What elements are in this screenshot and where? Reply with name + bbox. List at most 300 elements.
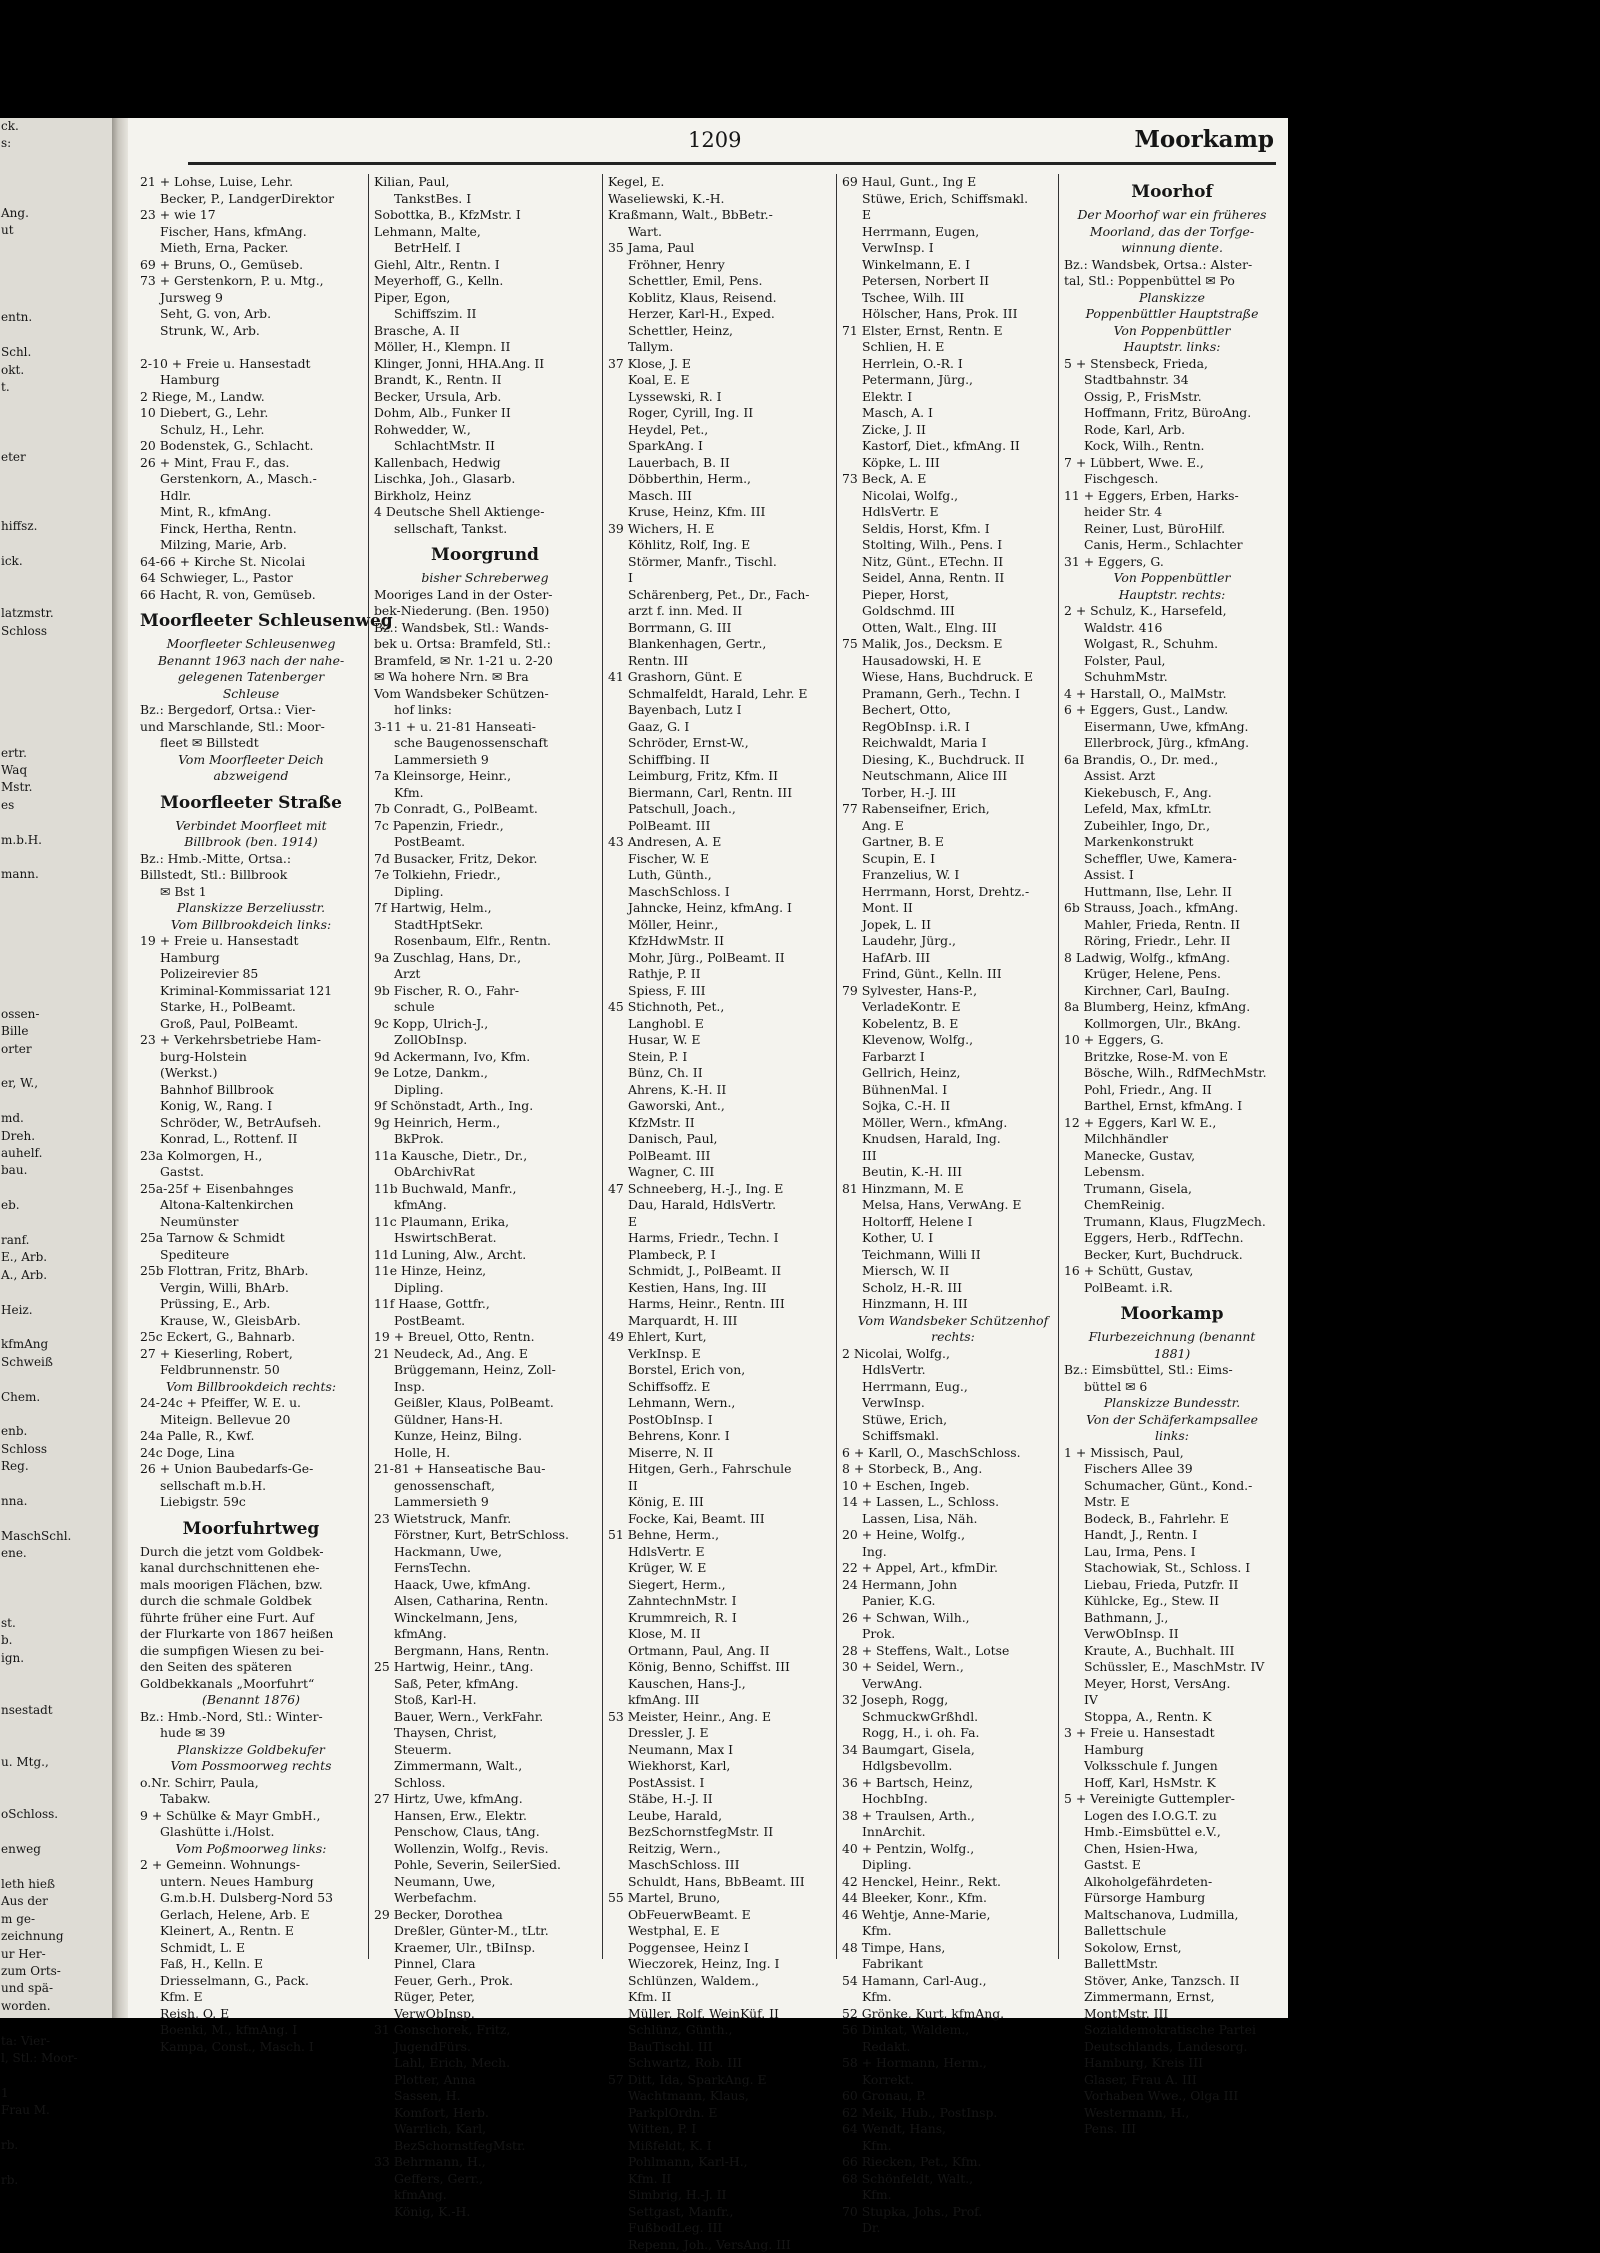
directory-entry: 3-11 + u. 21-81 Hanseati- bbox=[374, 719, 596, 736]
facing-page-text bbox=[0, 1180, 112, 1197]
directory-entry: 73 Beck, A. E bbox=[842, 471, 1064, 488]
street-note: Von Poppenbüttler bbox=[1064, 570, 1280, 587]
resident-entry: Jursweg 9 bbox=[140, 290, 362, 307]
directory-entry: 53 Meister, Heinr., Ang. E bbox=[608, 1709, 830, 1726]
directory-entry: 26 + Mint, Frau F., das. bbox=[140, 455, 362, 472]
facing-page-text: zeichnung bbox=[0, 1928, 112, 1945]
resident-entry: Kestien, Hans, Ing. III bbox=[608, 1280, 830, 1297]
resident-entry: Leube, Harald, bbox=[608, 1808, 830, 1825]
resident-entry: Bayenbach, Lutz I bbox=[608, 702, 830, 719]
resident-entry: Wieczorek, Heinz, Ing. I bbox=[608, 1956, 830, 1973]
resident-entry: Jopek, L. II bbox=[842, 917, 1064, 934]
resident-entry: Polizeirevier 85 bbox=[140, 966, 362, 983]
directory-entry: 23 Wietstruck, Manfr. bbox=[374, 1511, 596, 1528]
resident-entry: Bergmann, Hans, Rentn. bbox=[374, 1643, 596, 1660]
directory-entry: 30 + Seidel, Wern., bbox=[842, 1659, 1064, 1676]
resident-entry: Kfm. E bbox=[140, 1989, 362, 2006]
facing-page-text: ur Her- bbox=[0, 1946, 112, 1963]
resident-entry: Spediteure bbox=[140, 1247, 362, 1264]
resident-entry: Hölscher, Hans, Prok. III bbox=[842, 306, 1064, 323]
resident-entry: Patschull, Joach., bbox=[608, 801, 830, 818]
resident-entry: Becker, Kurt, Buchdruck. bbox=[1064, 1247, 1280, 1264]
facing-page-text bbox=[0, 1737, 112, 1754]
directory-entry: Kegel, E. bbox=[608, 174, 830, 191]
resident-entry: Glashütte i./Holst. bbox=[140, 1824, 362, 1841]
resident-entry: Hinzmann, H. III bbox=[842, 1296, 1064, 1313]
directory-entry: 5 + Stensbeck, Frieda, bbox=[1064, 356, 1280, 373]
resident-entry: Döbberthin, Herm., bbox=[608, 471, 830, 488]
facing-page-text: Schloss bbox=[0, 1441, 112, 1458]
directory-entry: 81 Hinzmann, M. E bbox=[842, 1181, 1064, 1198]
resident-entry: Rathje, P. II bbox=[608, 966, 830, 983]
directory-entry: 77 Rabenseifner, Erich, bbox=[842, 801, 1064, 818]
resident-entry: Güldner, Hans-H. bbox=[374, 1412, 596, 1429]
resident-entry: Schiffszim. II bbox=[374, 306, 596, 323]
resident-entry: Herzer, Karl-H., Exped. bbox=[608, 306, 830, 323]
resident-entry: Ellerbrock, Jürg., kfmAng. bbox=[1064, 735, 1280, 752]
resident-entry: Huttmann, Ilse, Lehr. II bbox=[1064, 884, 1280, 901]
resident-entry: Milzing, Marie, Arb. bbox=[140, 537, 362, 554]
resident-entry: Arzt bbox=[374, 966, 596, 983]
resident-entry: HswirtschBerat. bbox=[374, 1230, 596, 1247]
resident-entry: sellschaft, Tankst. bbox=[374, 521, 596, 538]
facing-page-text: entn. bbox=[0, 309, 112, 326]
resident-entry: Mint, R., kfmAng. bbox=[140, 504, 362, 521]
resident-entry: Lammersieth 9 bbox=[374, 752, 596, 769]
resident-entry: Pohle, Severin, SeilerSied. bbox=[374, 1857, 596, 1874]
street-heading: Moorfleeter Straße bbox=[140, 791, 362, 815]
resident-entry: Pieper, Horst, bbox=[842, 587, 1064, 604]
directory-entry: 4 + Harstall, O., MalMstr. bbox=[1064, 686, 1280, 703]
facing-page-text bbox=[0, 1093, 112, 1110]
resident-entry: SchmuckwGrßhdl. bbox=[842, 1709, 1064, 1726]
directory-entry: 68 Schönfeldt, Walt., bbox=[842, 2171, 1064, 2188]
facing-page-text: eb. bbox=[0, 1197, 112, 1214]
resident-entry: II bbox=[608, 1478, 830, 1495]
resident-entry: Dr. bbox=[842, 2220, 1064, 2237]
resident-entry: Deutschlands, Landesorg. bbox=[1064, 2039, 1280, 2056]
column-divider bbox=[1058, 174, 1059, 1959]
directory-entry bbox=[140, 339, 362, 356]
resident-entry: Holle, H. bbox=[374, 1445, 596, 1462]
directory-entry: 2 + Schulz, K., Harsefeld, bbox=[1064, 603, 1280, 620]
resident-entry: Dipling. bbox=[842, 1857, 1064, 1874]
facing-page-text: l, Stl.: Moor- bbox=[0, 2050, 112, 2067]
directory-entry: 9b Fischer, R. O., Fahr- bbox=[374, 983, 596, 1000]
directory-entry: 48 Timpe, Hans, bbox=[842, 1940, 1064, 1957]
resident-entry: Nicolai, Wolfg., bbox=[842, 488, 1064, 505]
directory-entry: 40 + Pentzin, Wolfg., bbox=[842, 1841, 1064, 1858]
resident-entry: Kunze, Heinz, Bilng. bbox=[374, 1428, 596, 1445]
resident-entry: Lammersieth 9 bbox=[374, 1494, 596, 1511]
resident-entry: Kock, Wilh., Rentn. bbox=[1064, 438, 1280, 455]
resident-entry: Gaworski, Ant., bbox=[608, 1098, 830, 1115]
street-heading: Moorfleeter Schleusenweg bbox=[140, 609, 362, 633]
resident-entry: Fabrikant bbox=[842, 1956, 1064, 1973]
resident-entry: Wart. bbox=[608, 224, 830, 241]
resident-entry: Milchhändler bbox=[1064, 1131, 1280, 1148]
resident-entry: Gerlach, Helene, Arb. E bbox=[140, 1907, 362, 1924]
street-note: Hauptstr. rechts: bbox=[1064, 587, 1280, 604]
resident-entry: Konig, W., Rang. I bbox=[140, 1098, 362, 1115]
directory-entry: 62 Meik, Hub., PostInsp. bbox=[842, 2105, 1064, 2122]
facing-page-text bbox=[0, 901, 112, 918]
directory-entry: 79 Sylvester, Hans-P., bbox=[842, 983, 1064, 1000]
directory-entry: 70 Stupka, Johs., Prof. bbox=[842, 2204, 1064, 2221]
resident-entry: Pinnel, Clara bbox=[374, 1956, 596, 1973]
resident-entry: Köhlitz, Rolf, Ing. E bbox=[608, 537, 830, 554]
directory-entry: Bz.: Wandsbek, Stl.: Wands- bbox=[374, 620, 596, 637]
resident-entry: König, E. III bbox=[608, 1494, 830, 1511]
facing-page-text: st. bbox=[0, 1615, 112, 1632]
resident-entry: Beutin, K.-H. III bbox=[842, 1164, 1064, 1181]
directory-entry: 6b Strauss, Joach., kfmAng. bbox=[1064, 900, 1280, 917]
directory-entry: 60 Gronau, P. bbox=[842, 2088, 1064, 2105]
resident-entry: genossenschaft, bbox=[374, 1478, 596, 1495]
running-head: Moorkamp bbox=[1134, 126, 1274, 153]
resident-entry: Assist. I bbox=[1064, 867, 1280, 884]
resident-entry: Zimmermann, Walt., bbox=[374, 1758, 596, 1775]
resident-entry: Prüssing, E., Arb. bbox=[140, 1296, 362, 1313]
directory-entry: 11 + Eggers, Erben, Harks- bbox=[1064, 488, 1280, 505]
resident-entry: Eisermann, Uwe, kfmAng. bbox=[1064, 719, 1280, 736]
resident-entry: Alsen, Catharina, Rentn. bbox=[374, 1593, 596, 1610]
resident-entry: kfmAng. III bbox=[608, 1692, 830, 1709]
facing-page-text: Schl. bbox=[0, 344, 112, 361]
directory-entry: die sumpfigen Wiesen zu bei- bbox=[140, 1643, 362, 1660]
resident-entry: Zicke, J. II bbox=[842, 422, 1064, 439]
resident-entry: Poggensee, Heinz I bbox=[608, 1940, 830, 1957]
facing-page-text: er, W., bbox=[0, 1075, 112, 1092]
resident-entry: FernsTechn. bbox=[374, 1560, 596, 1577]
resident-entry: Pens. III bbox=[1064, 2121, 1280, 2138]
facing-page-text: Chem. bbox=[0, 1389, 112, 1406]
resident-entry: MaschSchloss. III bbox=[608, 1857, 830, 1874]
facing-page-text bbox=[0, 414, 112, 431]
resident-entry: RegObInsp. i.R. I bbox=[842, 719, 1064, 736]
directory-entry: 6 + Karll, O., MaschSchloss. bbox=[842, 1445, 1064, 1462]
resident-entry: Geißler, Klaus, PolBeamt. bbox=[374, 1395, 596, 1412]
resident-entry: Luth, Günth., bbox=[608, 867, 830, 884]
resident-entry: Krüger, Helene, Pens. bbox=[1064, 966, 1280, 983]
resident-entry: VerwInsp. bbox=[842, 1395, 1064, 1412]
resident-entry: Kriminal-Kommissariat 121 bbox=[140, 983, 362, 1000]
directory-entry: 8 Ladwig, Wolfg., kfmAng. bbox=[1064, 950, 1280, 967]
resident-entry: BallettMstr. bbox=[1064, 1956, 1280, 1973]
directory-entry: 52 Grönke, Kurt, kfmAng. bbox=[842, 2006, 1064, 2023]
resident-entry: Panier, K.G. bbox=[842, 1593, 1064, 1610]
resident-entry: Gerstenkorn, A., Masch.- bbox=[140, 471, 362, 488]
facing-page-text: rb. bbox=[0, 2137, 112, 2154]
resident-entry: Miserre, N. II bbox=[608, 1445, 830, 1462]
resident-entry: Frind, Günt., Kelln. III bbox=[842, 966, 1064, 983]
directory-entry: 66 Hacht, R. von, Gemüseb. bbox=[140, 587, 362, 604]
facing-page-text: es bbox=[0, 797, 112, 814]
resident-entry: Lau, Irma, Pens. I bbox=[1064, 1544, 1280, 1561]
resident-entry: Penschow, Claus, tAng. bbox=[374, 1824, 596, 1841]
directory-entry: Lischka, Joh., Glasarb. bbox=[374, 471, 596, 488]
directory-entry: 41 Grashorn, Günt. E bbox=[608, 669, 830, 686]
directory-entry: 26 + Union Baubedarfs-Ge- bbox=[140, 1461, 362, 1478]
directory-entry: 27 Hirtz, Uwe, kfmAng. bbox=[374, 1791, 596, 1808]
resident-entry: Herrmann, Eugen, bbox=[842, 224, 1064, 241]
resident-entry: TankstBes. I bbox=[374, 191, 596, 208]
facing-page-text bbox=[0, 275, 112, 292]
resident-entry: Seidel, Anna, Rentn. II bbox=[842, 570, 1064, 587]
resident-entry: Thaysen, Christ, bbox=[374, 1725, 596, 1742]
directory-entry: 25b Flottran, Fritz, BhArb. bbox=[140, 1263, 362, 1280]
resident-entry: Blankenhagen, Gertr., bbox=[608, 636, 830, 653]
resident-entry: KfzHdwMstr. II bbox=[608, 933, 830, 950]
facing-page-text bbox=[0, 1824, 112, 1841]
facing-page-text: orter bbox=[0, 1041, 112, 1058]
directory-entry: Mooriges Land in der Oster- bbox=[374, 587, 596, 604]
resident-entry: Geffers, Gerr., bbox=[374, 2171, 596, 2188]
facing-page-text: Dreh. bbox=[0, 1128, 112, 1145]
resident-entry: Jahncke, Heinz, kfmAng. I bbox=[608, 900, 830, 917]
resident-entry: PolBeamt. i.R. bbox=[1064, 1280, 1280, 1297]
facing-page-text: zum Orts- bbox=[0, 1963, 112, 1980]
resident-entry: Klevenow, Wolfg., bbox=[842, 1032, 1064, 1049]
directory-entry: führte früher eine Furt. Auf bbox=[140, 1610, 362, 1627]
facing-page-text: Frau M. bbox=[0, 2102, 112, 2119]
directory-entry: 11b Buchwald, Manfr., bbox=[374, 1181, 596, 1198]
facing-page-text: okt. bbox=[0, 362, 112, 379]
directory-entry: 11e Hinze, Heinz, bbox=[374, 1263, 596, 1280]
resident-entry: Dau, Harald, HdlsVertr. bbox=[608, 1197, 830, 1214]
resident-entry: Roger, Cyrill, Ing. II bbox=[608, 405, 830, 422]
column-5 bbox=[1064, 174, 1280, 1969]
resident-entry: Logen des I.O.G.T. zu bbox=[1064, 1808, 1280, 1825]
resident-entry: Franzelius, W. I bbox=[842, 867, 1064, 884]
resident-entry: Canis, Herm., Schlachter bbox=[1064, 537, 1280, 554]
resident-entry: Tallym. bbox=[608, 339, 830, 356]
resident-entry: PolBeamt. III bbox=[608, 818, 830, 835]
column-divider bbox=[368, 174, 369, 1959]
street-note: Moorfleeter Schleusenweg bbox=[140, 636, 362, 653]
directory-entry: 44 Bleeker, Konr., Kfm. bbox=[842, 1890, 1064, 1907]
resident-entry: III bbox=[842, 1148, 1064, 1165]
facing-page-text bbox=[0, 675, 112, 692]
resident-entry: Ahrens, K.-H. II bbox=[608, 1082, 830, 1099]
resident-entry: Bathmann, J., bbox=[1064, 1610, 1280, 1627]
facing-page-text bbox=[0, 1371, 112, 1388]
resident-entry: Stoppa, A., Rentn. K bbox=[1064, 1709, 1280, 1726]
directory-entry: 64 Wendt, Hans, bbox=[842, 2121, 1064, 2138]
resident-entry: Kfm. bbox=[842, 2187, 1064, 2204]
facing-page-text: ene. bbox=[0, 1545, 112, 1562]
resident-entry: Schloss. bbox=[374, 1775, 596, 1792]
resident-entry: Langhobl. E bbox=[608, 1016, 830, 1033]
column-divider bbox=[602, 174, 603, 1959]
directory-entry: 10 + Eggers, G. bbox=[1064, 1032, 1280, 1049]
directory-entry: Klinger, Jonni, HHA.Ang. II bbox=[374, 356, 596, 373]
resident-entry: Holtorff, Helene I bbox=[842, 1214, 1064, 1231]
facing-page-text bbox=[0, 536, 112, 553]
facing-page-text: nsestadt bbox=[0, 1702, 112, 1719]
resident-entry: Sassen, H. bbox=[374, 2088, 596, 2105]
directory-entry: 46 Wehtje, Anne-Marie, bbox=[842, 1907, 1064, 1924]
facing-page-text bbox=[0, 971, 112, 988]
resident-entry: Petersen, Norbert II bbox=[842, 273, 1064, 290]
resident-entry: VerwObInsp. II bbox=[1064, 1626, 1280, 1643]
directory-entry: Möller, H., Klempn. II bbox=[374, 339, 596, 356]
resident-entry: Schulz, H., Lehr. bbox=[140, 422, 362, 439]
resident-entry: Heydel, Pet., bbox=[608, 422, 830, 439]
resident-entry: Ballettschule bbox=[1064, 1923, 1280, 1940]
resident-entry: Focke, Kai, Beamt. III bbox=[608, 1511, 830, 1528]
resident-entry: Scupin, E. I bbox=[842, 851, 1064, 868]
resident-entry: Hamburg bbox=[140, 372, 362, 389]
resident-entry: Glaser, Frau A. III bbox=[1064, 2072, 1280, 2089]
resident-entry: Dressler, J. E bbox=[608, 1725, 830, 1742]
resident-entry: Becker, P., LandgerDirektor bbox=[140, 191, 362, 208]
resident-entry: E bbox=[842, 207, 1064, 224]
resident-entry: Schuldt, Hans, BbBeamt. III bbox=[608, 1874, 830, 1891]
resident-entry: Gellrich, Heinz, bbox=[842, 1065, 1064, 1082]
resident-entry: Rentn. III bbox=[608, 653, 830, 670]
street-note: Hauptstr. links: bbox=[1064, 339, 1280, 356]
directory-entry: Rohwedder, W., bbox=[374, 422, 596, 439]
resident-entry: Kobelentz, B. E bbox=[842, 1016, 1064, 1033]
directory-entry: 36 + Bartsch, Heinz, bbox=[842, 1775, 1064, 1792]
resident-entry: Goldschmd. III bbox=[842, 603, 1064, 620]
resident-entry: Feuer, Gerh., Prok. bbox=[374, 1973, 596, 1990]
resident-entry: HdlsVertr. E bbox=[608, 1544, 830, 1561]
resident-entry: Schröder, Ernst-W., bbox=[608, 735, 830, 752]
resident-entry: Hmb.-Eimsbüttel e.V., bbox=[1064, 1824, 1280, 1841]
resident-entry: Bünz, Ch. II bbox=[608, 1065, 830, 1082]
directory-entry: Birkholz, Heinz bbox=[374, 488, 596, 505]
directory-entry: 1 + Missisch, Paul, bbox=[1064, 1445, 1280, 1462]
resident-entry: Alkoholgefährdeten- bbox=[1064, 1874, 1280, 1891]
facing-page-text bbox=[0, 466, 112, 483]
resident-entry: Hamburg, Kreis III bbox=[1064, 2055, 1280, 2072]
resident-entry: Mieth, Erna, Packer. bbox=[140, 240, 362, 257]
directory-entry: 23a Kolmorgen, H., bbox=[140, 1148, 362, 1165]
resident-entry: Schlien, H. E bbox=[842, 339, 1064, 356]
street-note: Vom Poßmoorweg links: bbox=[140, 1841, 362, 1858]
directory-entry: 31 Gonschorek, Fritz, bbox=[374, 2022, 596, 2039]
directory-entry: 24-24c + Pfeiffer, W. E. u. bbox=[140, 1395, 362, 1412]
resident-entry: Winckelmann, Jens, bbox=[374, 1610, 596, 1627]
facing-page-text: ta: Vier- bbox=[0, 2033, 112, 2050]
directory-entry: Kilian, Paul, bbox=[374, 174, 596, 191]
directory-entry: 9f Schönstadt, Arth., Ing. bbox=[374, 1098, 596, 1115]
resident-entry: Kother, U. I bbox=[842, 1230, 1064, 1247]
resident-entry: sche Baugenossenschaft bbox=[374, 735, 596, 752]
street-note: Vom Billbrookdeich rechts: bbox=[140, 1379, 362, 1396]
resident-entry: Krummreich, R. I bbox=[608, 1610, 830, 1627]
resident-entry: Ing. bbox=[842, 1544, 1064, 1561]
resident-entry: Handt, J., Rentn. I bbox=[1064, 1527, 1280, 1544]
directory-entry: 7a Kleinsorge, Heinr., bbox=[374, 768, 596, 785]
street-note: Billbrook (ben. 1914) bbox=[140, 834, 362, 851]
resident-entry: Seldis, Horst, Kfm. I bbox=[842, 521, 1064, 538]
resident-entry: Wollenzin, Wolfg., Revis. bbox=[374, 1841, 596, 1858]
facing-page-text bbox=[0, 188, 112, 205]
resident-entry: Schiffbing. II bbox=[608, 752, 830, 769]
resident-entry: schule bbox=[374, 999, 596, 1016]
resident-entry: Winkelmann, E. I bbox=[842, 257, 1064, 274]
directory-entry: 49 Ehlert, Kurt, bbox=[608, 1329, 830, 1346]
resident-entry: Harms, Heinr., Rentn. III bbox=[608, 1296, 830, 1313]
resident-entry: Eggers, Herb., RdfTechn. bbox=[1064, 1230, 1280, 1247]
resident-entry: Hitgen, Gerh., Fahrschule bbox=[608, 1461, 830, 1478]
resident-entry: Förstner, Kurt, BetrSchloss. bbox=[374, 1527, 596, 1544]
resident-entry: König, Benno, Schiffst. III bbox=[608, 1659, 830, 1676]
directory-entry: 11c Plaumann, Erika, bbox=[374, 1214, 596, 1231]
directory-entry: 7d Busacker, Fritz, Dekor. bbox=[374, 851, 596, 868]
directory-entry: 26 + Schwan, Wilh., bbox=[842, 1610, 1064, 1627]
directory-entry: 33 Behrmann, H., bbox=[374, 2154, 596, 2171]
directory-entry: Sobottka, B., KfzMstr. I bbox=[374, 207, 596, 224]
resident-entry: SchuhmMstr. bbox=[1064, 669, 1280, 686]
resident-entry: Masch, A. I bbox=[842, 405, 1064, 422]
directory-entry: o.Nr. Schirr, Paula, bbox=[140, 1775, 362, 1792]
facing-page-text: t. bbox=[0, 379, 112, 396]
resident-entry: Repenn, Joh., VersAng. III bbox=[608, 2237, 830, 2253]
resident-entry: BühnenMal. I bbox=[842, 1082, 1064, 1099]
facing-page-text bbox=[0, 640, 112, 657]
resident-entry: ChemReinig. bbox=[1064, 1197, 1280, 1214]
facing-page-text: Mstr. bbox=[0, 779, 112, 796]
resident-entry: Neumann, Max I bbox=[608, 1742, 830, 1759]
directory-entry: 10 Diebert, G., Lehr. bbox=[140, 405, 362, 422]
resident-entry: Hamburg bbox=[1064, 1742, 1280, 1759]
resident-entry: Schärenberg, Pet., Dr., Fach- bbox=[608, 587, 830, 604]
facing-page-text bbox=[0, 1580, 112, 1597]
resident-entry: König, K.-H. bbox=[374, 2204, 596, 2221]
street-heading: Moorfuhrtweg bbox=[140, 1517, 362, 1541]
facing-page-text: ck. bbox=[0, 118, 112, 135]
resident-entry: Steuerm. bbox=[374, 1742, 596, 1759]
facing-page-text: ertr. bbox=[0, 745, 112, 762]
resident-entry: Folster, Paul, bbox=[1064, 653, 1280, 670]
resident-entry: Ang. E bbox=[842, 818, 1064, 835]
resident-entry: Mahler, Frieda, Rentn. II bbox=[1064, 917, 1280, 934]
resident-entry: Waldstr. 416 bbox=[1064, 620, 1280, 637]
facing-page-text: kfmAng bbox=[0, 1336, 112, 1353]
directory-entry: mals moorigen Flächen, bzw. bbox=[140, 1577, 362, 1594]
resident-entry: Schlünz, Günth., bbox=[608, 2022, 830, 2039]
directory-entry: 51 Behne, Herm., bbox=[608, 1527, 830, 1544]
resident-entry: Danisch, Paul, bbox=[608, 1131, 830, 1148]
street-note: winnung diente. bbox=[1064, 240, 1280, 257]
resident-entry: Schmalfeldt, Harald, Lehr. E bbox=[608, 686, 830, 703]
directory-entry: 21 + Lohse, Luise, Lehr. bbox=[140, 174, 362, 191]
directory-entry: Kraßmann, Walt., BbBetr.- bbox=[608, 207, 830, 224]
resident-entry: Laudehr, Jürg., bbox=[842, 933, 1064, 950]
facing-page-text: s: bbox=[0, 135, 112, 152]
street-note: Vom Possmoorweg rechts bbox=[140, 1758, 362, 1775]
resident-entry: Schwartz, Rob. III bbox=[608, 2055, 830, 2072]
header-rule bbox=[188, 162, 1276, 165]
resident-entry: Rogg, H., i. oh. Fa. bbox=[842, 1725, 1064, 1742]
resident-entry: Leimburg, Fritz, Kfm. II bbox=[608, 768, 830, 785]
directory-entry: 24c Doge, Lina bbox=[140, 1445, 362, 1462]
directory-entry: Bz.: Bergedorf, Ortsa.: Vier- bbox=[140, 702, 362, 719]
facing-page-text bbox=[0, 1719, 112, 1736]
resident-entry: Fürsorge Hamburg bbox=[1064, 1890, 1280, 1907]
directory-entry: 27 + Kieserling, Robert, bbox=[140, 1346, 362, 1363]
facing-page-text: Bille bbox=[0, 1023, 112, 1040]
resident-entry: KfzMstr. II bbox=[608, 1115, 830, 1132]
directory-entry: 10 + Eschen, Ingeb. bbox=[842, 1478, 1064, 1495]
directory-entry: 19 + Breuel, Otto, Rentn. bbox=[374, 1329, 596, 1346]
resident-entry: kfmAng. bbox=[374, 1197, 596, 1214]
resident-entry: Müller, Rolf, WeinKüf. II bbox=[608, 2006, 830, 2023]
